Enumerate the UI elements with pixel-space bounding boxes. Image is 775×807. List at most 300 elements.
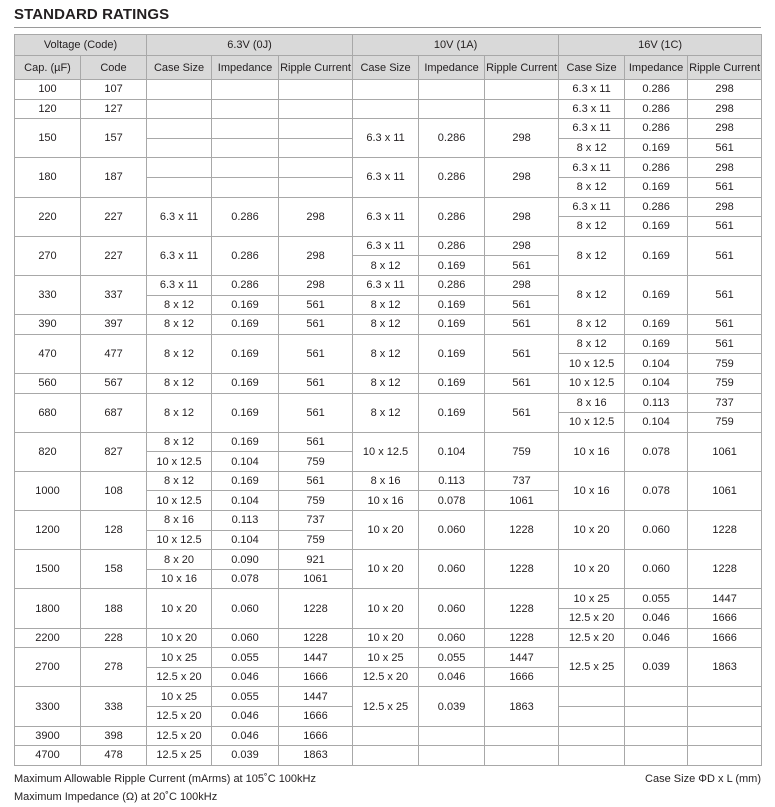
- empty-cell: [559, 687, 625, 707]
- case-size-cell: 10 x 25: [353, 648, 419, 668]
- impedance-cell: 0.090: [212, 550, 279, 570]
- cap-cell: 1800: [15, 589, 81, 628]
- case-size-cell: 12.5 x 25: [559, 648, 625, 687]
- ripple-current-cell: 561: [485, 256, 559, 276]
- impedance-cell: 0.104: [625, 354, 688, 374]
- table-row: [15, 687, 762, 707]
- case-size-cell: 6.3 x 11: [147, 275, 212, 295]
- impedance-cell: 0.039: [212, 746, 279, 766]
- ripple-current-cell: 1666: [485, 667, 559, 687]
- impedance-cell: 0.169: [212, 393, 279, 432]
- cap-cell: 1200: [15, 511, 81, 550]
- impedance-cell: 0.286: [625, 158, 688, 178]
- ripple-current-cell: 561: [485, 295, 559, 315]
- ripple-current-cell: 561: [485, 334, 559, 373]
- case-size-cell: 10 x 12.5: [559, 354, 625, 374]
- impedance-cell: 0.113: [419, 471, 485, 491]
- impedance-cell: 0.113: [212, 511, 279, 531]
- ripple-header: Ripple Current: [688, 56, 762, 80]
- case-size-header: Case Size: [353, 56, 419, 80]
- impedance-cell: 0.169: [212, 432, 279, 452]
- cap-cell: 270: [15, 236, 81, 275]
- ripple-current-cell: 921: [279, 550, 353, 570]
- impedance-cell: 0.046: [625, 609, 688, 629]
- table-row: [15, 197, 762, 217]
- empty-cell: [147, 177, 212, 197]
- case-size-cell: 10 x 20: [353, 628, 419, 648]
- impedance-cell: 0.286: [419, 236, 485, 256]
- impedance-cell: 0.169: [212, 373, 279, 393]
- cap-cell: 2700: [15, 648, 81, 687]
- case-size-cell: 10 x 20: [147, 628, 212, 648]
- ripple-current-cell: 298: [279, 197, 353, 236]
- empty-cell: [688, 707, 762, 727]
- case-size-cell: 12.5 x 20: [559, 628, 625, 648]
- case-size-cell: 8 x 12: [559, 217, 625, 237]
- empty-cell: [279, 138, 353, 158]
- impedance-cell: 0.169: [212, 334, 279, 373]
- ripple-current-cell: 298: [485, 119, 559, 158]
- case-size-cell: 10 x 20: [353, 550, 419, 589]
- case-size-cell: 12.5 x 25: [147, 746, 212, 766]
- impedance-cell: 0.039: [625, 648, 688, 687]
- empty-cell: [279, 80, 353, 100]
- ripple-current-cell: 561: [485, 373, 559, 393]
- empty-cell: [353, 99, 419, 119]
- ripple-current-cell: 561: [279, 393, 353, 432]
- case-size-cell: 10 x 12.5: [559, 373, 625, 393]
- empty-cell: [625, 746, 688, 766]
- cap-header: Cap. (µF): [15, 56, 81, 80]
- empty-cell: [485, 80, 559, 100]
- case-size-cell: 8 x 12: [559, 236, 625, 275]
- ripple-current-cell: 561: [279, 373, 353, 393]
- ripple-current-cell: 298: [485, 275, 559, 295]
- empty-cell: [212, 99, 279, 119]
- impedance-cell: 0.169: [625, 236, 688, 275]
- code-cell: 567: [81, 373, 147, 393]
- ripple-current-cell: 1666: [279, 726, 353, 746]
- case-size-cell: 10 x 20: [559, 511, 625, 550]
- impedance-cell: 0.169: [625, 217, 688, 237]
- impedance-cell: 0.286: [625, 80, 688, 100]
- impedance-cell: 0.055: [212, 648, 279, 668]
- cap-cell: 330: [15, 275, 81, 314]
- empty-cell: [279, 158, 353, 178]
- ripple-current-cell: 1061: [688, 471, 762, 510]
- case-size-cell: 8 x 12: [559, 315, 625, 335]
- empty-cell: [485, 726, 559, 746]
- ripple-current-cell: 561: [279, 471, 353, 491]
- table-row: [15, 393, 762, 413]
- page-title: STANDARD RATINGS: [14, 6, 170, 23]
- case-size-cell: 8 x 12: [147, 334, 212, 373]
- code-cell: 128: [81, 511, 147, 550]
- empty-cell: [147, 138, 212, 158]
- ripple-current-cell: 1061: [688, 432, 762, 471]
- impedance-cell: 0.060: [212, 589, 279, 628]
- ripple-current-cell: 737: [688, 393, 762, 413]
- empty-cell: [559, 726, 625, 746]
- impedance-cell: 0.169: [212, 315, 279, 335]
- empty-cell: [212, 80, 279, 100]
- cap-cell: 1500: [15, 550, 81, 589]
- case-size-header: Case Size: [147, 56, 212, 80]
- ripple-current-cell: 1228: [485, 511, 559, 550]
- code-cell: 478: [81, 746, 147, 766]
- ripple-current-cell: 759: [485, 432, 559, 471]
- empty-cell: [485, 746, 559, 766]
- ripple-current-cell: 298: [485, 197, 559, 236]
- case-size-cell: 6.3 x 11: [353, 236, 419, 256]
- table-row: [15, 628, 762, 648]
- cap-cell: 220: [15, 197, 81, 236]
- empty-cell: [625, 726, 688, 746]
- empty-cell: [147, 119, 212, 139]
- ripple-current-cell: 298: [688, 99, 762, 119]
- impedance-cell: 0.046: [625, 628, 688, 648]
- case-size-cell: 8 x 12: [147, 471, 212, 491]
- case-size-cell: 8 x 12: [147, 295, 212, 315]
- voltage-code-header: Voltage (Code): [15, 35, 147, 56]
- table-row: [15, 471, 762, 491]
- group-header-10v: 10V (1A): [353, 35, 559, 56]
- impedance-cell: 0.169: [212, 471, 279, 491]
- impedance-cell: 0.060: [625, 550, 688, 589]
- ratings-table: [14, 34, 762, 766]
- ripple-current-cell: 298: [688, 158, 762, 178]
- code-cell: 687: [81, 393, 147, 432]
- impedance-cell: 0.169: [419, 315, 485, 335]
- code-cell: 337: [81, 275, 147, 314]
- empty-cell: [625, 707, 688, 727]
- empty-cell: [353, 726, 419, 746]
- header-row-columns: [15, 56, 762, 80]
- ripple-current-cell: 759: [688, 413, 762, 433]
- ripple-current-cell: 759: [279, 491, 353, 511]
- title-rule: [14, 27, 761, 28]
- ripple-current-cell: 561: [688, 177, 762, 197]
- impedance-cell: 0.055: [212, 687, 279, 707]
- case-size-cell: 12.5 x 20: [147, 726, 212, 746]
- case-size-cell: 8 x 12: [353, 393, 419, 432]
- impedance-cell: 0.286: [419, 119, 485, 158]
- case-size-cell: 10 x 12.5: [147, 491, 212, 511]
- impedance-cell: 0.169: [419, 256, 485, 276]
- impedance-cell: 0.104: [625, 373, 688, 393]
- ripple-current-cell: 1061: [279, 569, 353, 589]
- ripple-note: Maximum Allowable Ripple Current (mArms) at 105˚C 100kHz: [14, 773, 316, 785]
- case-size-cell: 6.3 x 11: [353, 197, 419, 236]
- ripple-current-cell: 759: [688, 354, 762, 374]
- ripple-current-cell: 561: [688, 236, 762, 275]
- table-row: [15, 158, 762, 178]
- empty-cell: [419, 726, 485, 746]
- cap-cell: 560: [15, 373, 81, 393]
- impedance-cell: 0.078: [419, 491, 485, 511]
- case-size-cell: 10 x 25: [559, 589, 625, 609]
- ripple-current-cell: 1447: [485, 648, 559, 668]
- code-cell: 187: [81, 158, 147, 197]
- cap-cell: 3900: [15, 726, 81, 746]
- code-cell: 827: [81, 432, 147, 471]
- table-row: [15, 119, 762, 139]
- case-size-header: Case Size: [559, 56, 625, 80]
- ripple-current-cell: 1863: [279, 746, 353, 766]
- ripple-current-cell: 759: [279, 452, 353, 472]
- case-size-cell: 12.5 x 20: [147, 667, 212, 687]
- ripple-current-cell: 561: [688, 138, 762, 158]
- case-size-cell: 10 x 20: [353, 511, 419, 550]
- ripple-current-cell: 298: [688, 80, 762, 100]
- impedance-cell: 0.078: [212, 569, 279, 589]
- cap-cell: 2200: [15, 628, 81, 648]
- empty-cell: [559, 707, 625, 727]
- case-size-cell: 8 x 12: [353, 256, 419, 276]
- ripple-current-cell: 1863: [485, 687, 559, 726]
- empty-cell: [279, 177, 353, 197]
- impedance-cell: 0.060: [419, 628, 485, 648]
- impedance-note: Maximum Impedance (Ω) at 20˚C 100kHz: [14, 791, 218, 803]
- table-row: [15, 315, 762, 335]
- table-row: [15, 511, 762, 531]
- empty-cell: [419, 80, 485, 100]
- case-size-cell: 6.3 x 11: [559, 197, 625, 217]
- impedance-cell: 0.169: [212, 295, 279, 315]
- case-size-cell: 12.5 x 20: [559, 609, 625, 629]
- case-size-cell: 8 x 12: [559, 334, 625, 354]
- ripple-current-cell: 561: [688, 275, 762, 314]
- impedance-cell: 0.060: [625, 511, 688, 550]
- impedance-cell: 0.169: [625, 138, 688, 158]
- cap-cell: 4700: [15, 746, 81, 766]
- table-row: [15, 726, 762, 746]
- impedance-cell: 0.169: [419, 334, 485, 373]
- case-size-cell: 6.3 x 11: [559, 80, 625, 100]
- code-cell: 278: [81, 648, 147, 687]
- code-cell: 227: [81, 197, 147, 236]
- case-size-cell: 8 x 12: [147, 315, 212, 335]
- ripple-current-cell: 298: [485, 158, 559, 197]
- ripple-current-cell: 1228: [485, 589, 559, 628]
- impedance-cell: 0.055: [419, 648, 485, 668]
- ripple-current-cell: 737: [485, 471, 559, 491]
- empty-cell: [353, 80, 419, 100]
- ripple-current-cell: 298: [688, 197, 762, 217]
- impedance-cell: 0.286: [212, 197, 279, 236]
- impedance-cell: 0.104: [212, 530, 279, 550]
- ripple-current-cell: 1447: [279, 648, 353, 668]
- cap-cell: 390: [15, 315, 81, 335]
- case-size-cell: 6.3 x 11: [559, 99, 625, 119]
- impedance-cell: 0.060: [212, 628, 279, 648]
- code-cell: 188: [81, 589, 147, 628]
- case-size-cell: 8 x 12: [353, 295, 419, 315]
- ripple-current-cell: 1666: [688, 609, 762, 629]
- empty-cell: [419, 99, 485, 119]
- case-size-cell: 8 x 16: [147, 511, 212, 531]
- case-size-note: Case Size ΦD x L (mm): [645, 773, 761, 785]
- code-cell: 477: [81, 334, 147, 373]
- impedance-cell: 0.046: [212, 726, 279, 746]
- empty-cell: [688, 687, 762, 707]
- ripple-current-cell: 298: [279, 236, 353, 275]
- case-size-cell: 6.3 x 11: [559, 119, 625, 139]
- impedance-cell: 0.286: [419, 158, 485, 197]
- impedance-cell: 0.046: [212, 667, 279, 687]
- impedance-header: Impedance: [625, 56, 688, 80]
- impedance-cell: 0.286: [419, 275, 485, 295]
- case-size-cell: 6.3 x 11: [353, 119, 419, 158]
- impedance-cell: 0.078: [625, 432, 688, 471]
- case-size-cell: 10 x 16: [147, 569, 212, 589]
- case-size-cell: 6.3 x 11: [353, 275, 419, 295]
- empty-cell: [688, 726, 762, 746]
- table-row: [15, 648, 762, 668]
- ripple-current-cell: 1863: [688, 648, 762, 687]
- table-row: [15, 550, 762, 570]
- case-size-cell: 12.5 x 20: [147, 707, 212, 727]
- case-size-cell: 8 x 12: [559, 177, 625, 197]
- table-row: [15, 80, 762, 100]
- code-cell: 158: [81, 550, 147, 589]
- case-size-cell: 6.3 x 11: [559, 158, 625, 178]
- case-size-cell: 10 x 16: [559, 471, 625, 510]
- impedance-cell: 0.169: [419, 373, 485, 393]
- impedance-cell: 0.169: [625, 275, 688, 314]
- table-row: [15, 373, 762, 393]
- ripple-current-cell: 561: [279, 334, 353, 373]
- impedance-header: Impedance: [212, 56, 279, 80]
- table-row: [15, 432, 762, 452]
- ripple-current-cell: 1666: [279, 667, 353, 687]
- impedance-cell: 0.104: [212, 452, 279, 472]
- impedance-cell: 0.286: [212, 236, 279, 275]
- ripple-current-cell: 1447: [279, 687, 353, 707]
- impedance-cell: 0.055: [625, 589, 688, 609]
- case-size-cell: 8 x 12: [353, 315, 419, 335]
- case-size-cell: 10 x 25: [147, 648, 212, 668]
- case-size-cell: 12.5 x 20: [353, 667, 419, 687]
- table-row: [15, 746, 762, 766]
- case-size-cell: 10 x 16: [559, 432, 625, 471]
- cap-cell: 820: [15, 432, 81, 471]
- ripple-current-cell: 298: [279, 275, 353, 295]
- ripple-current-cell: 561: [688, 334, 762, 354]
- ripple-current-cell: 298: [485, 236, 559, 256]
- case-size-cell: 10 x 12.5: [147, 452, 212, 472]
- code-cell: 227: [81, 236, 147, 275]
- impedance-header: Impedance: [419, 56, 485, 80]
- empty-cell: [147, 99, 212, 119]
- table-row: [15, 275, 762, 295]
- empty-cell: [419, 746, 485, 766]
- code-cell: 157: [81, 119, 147, 158]
- case-size-cell: 10 x 12.5: [353, 432, 419, 471]
- ripple-current-cell: 1228: [279, 628, 353, 648]
- case-size-cell: 6.3 x 11: [147, 236, 212, 275]
- ripple-current-cell: 1228: [688, 511, 762, 550]
- group-header-16v: 16V (1C): [559, 35, 762, 56]
- ripple-current-cell: 1447: [688, 589, 762, 609]
- empty-cell: [212, 138, 279, 158]
- case-size-cell: 10 x 20: [559, 550, 625, 589]
- group-header-6v3: 6.3V (0J): [147, 35, 353, 56]
- code-cell: 397: [81, 315, 147, 335]
- impedance-cell: 0.060: [419, 550, 485, 589]
- code-cell: 107: [81, 80, 147, 100]
- code-cell: 338: [81, 687, 147, 726]
- ripple-current-cell: 1228: [688, 550, 762, 589]
- empty-cell: [147, 80, 212, 100]
- case-size-cell: 8 x 12: [353, 334, 419, 373]
- ripple-current-cell: 561: [688, 315, 762, 335]
- cap-cell: 1000: [15, 471, 81, 510]
- code-cell: 398: [81, 726, 147, 746]
- ratings-body: [15, 80, 762, 766]
- empty-cell: [625, 687, 688, 707]
- code-cell: 127: [81, 99, 147, 119]
- empty-cell: [485, 99, 559, 119]
- impedance-cell: 0.078: [625, 471, 688, 510]
- empty-cell: [212, 177, 279, 197]
- empty-cell: [279, 119, 353, 139]
- case-size-cell: 8 x 12: [559, 138, 625, 158]
- impedance-cell: 0.169: [625, 177, 688, 197]
- cap-cell: 3300: [15, 687, 81, 726]
- impedance-cell: 0.286: [625, 99, 688, 119]
- case-size-cell: 8 x 12: [147, 393, 212, 432]
- impedance-cell: 0.286: [419, 197, 485, 236]
- ripple-current-cell: 1666: [279, 707, 353, 727]
- ripple-current-cell: 561: [485, 393, 559, 432]
- ripple-current-cell: 1228: [279, 589, 353, 628]
- table-row: [15, 589, 762, 609]
- cap-cell: 120: [15, 99, 81, 119]
- impedance-cell: 0.169: [625, 334, 688, 354]
- code-header: Code: [81, 56, 147, 80]
- case-size-cell: 8 x 16: [353, 471, 419, 491]
- case-size-cell: 10 x 16: [353, 491, 419, 511]
- impedance-cell: 0.039: [419, 687, 485, 726]
- ripple-current-cell: 759: [279, 530, 353, 550]
- case-size-cell: 6.3 x 11: [353, 158, 419, 197]
- impedance-cell: 0.286: [212, 275, 279, 295]
- impedance-cell: 0.060: [419, 589, 485, 628]
- ripple-current-cell: 1228: [485, 550, 559, 589]
- case-size-cell: 8 x 20: [147, 550, 212, 570]
- impedance-cell: 0.046: [212, 707, 279, 727]
- ripple-current-cell: 298: [688, 119, 762, 139]
- ripple-header: Ripple Current: [279, 56, 353, 80]
- impedance-cell: 0.104: [212, 491, 279, 511]
- empty-cell: [559, 746, 625, 766]
- ripple-current-cell: 561: [688, 217, 762, 237]
- ripple-current-cell: 1666: [688, 628, 762, 648]
- header-row-voltage: [15, 35, 762, 56]
- empty-cell: [147, 158, 212, 178]
- empty-cell: [212, 158, 279, 178]
- table-row: [15, 236, 762, 256]
- case-size-cell: 10 x 12.5: [147, 530, 212, 550]
- case-size-cell: 10 x 25: [147, 687, 212, 707]
- impedance-cell: 0.104: [419, 432, 485, 471]
- case-size-cell: 8 x 12: [353, 373, 419, 393]
- impedance-cell: 0.169: [419, 393, 485, 432]
- impedance-cell: 0.286: [625, 197, 688, 217]
- case-size-cell: 8 x 12: [147, 373, 212, 393]
- case-size-cell: 6.3 x 11: [147, 197, 212, 236]
